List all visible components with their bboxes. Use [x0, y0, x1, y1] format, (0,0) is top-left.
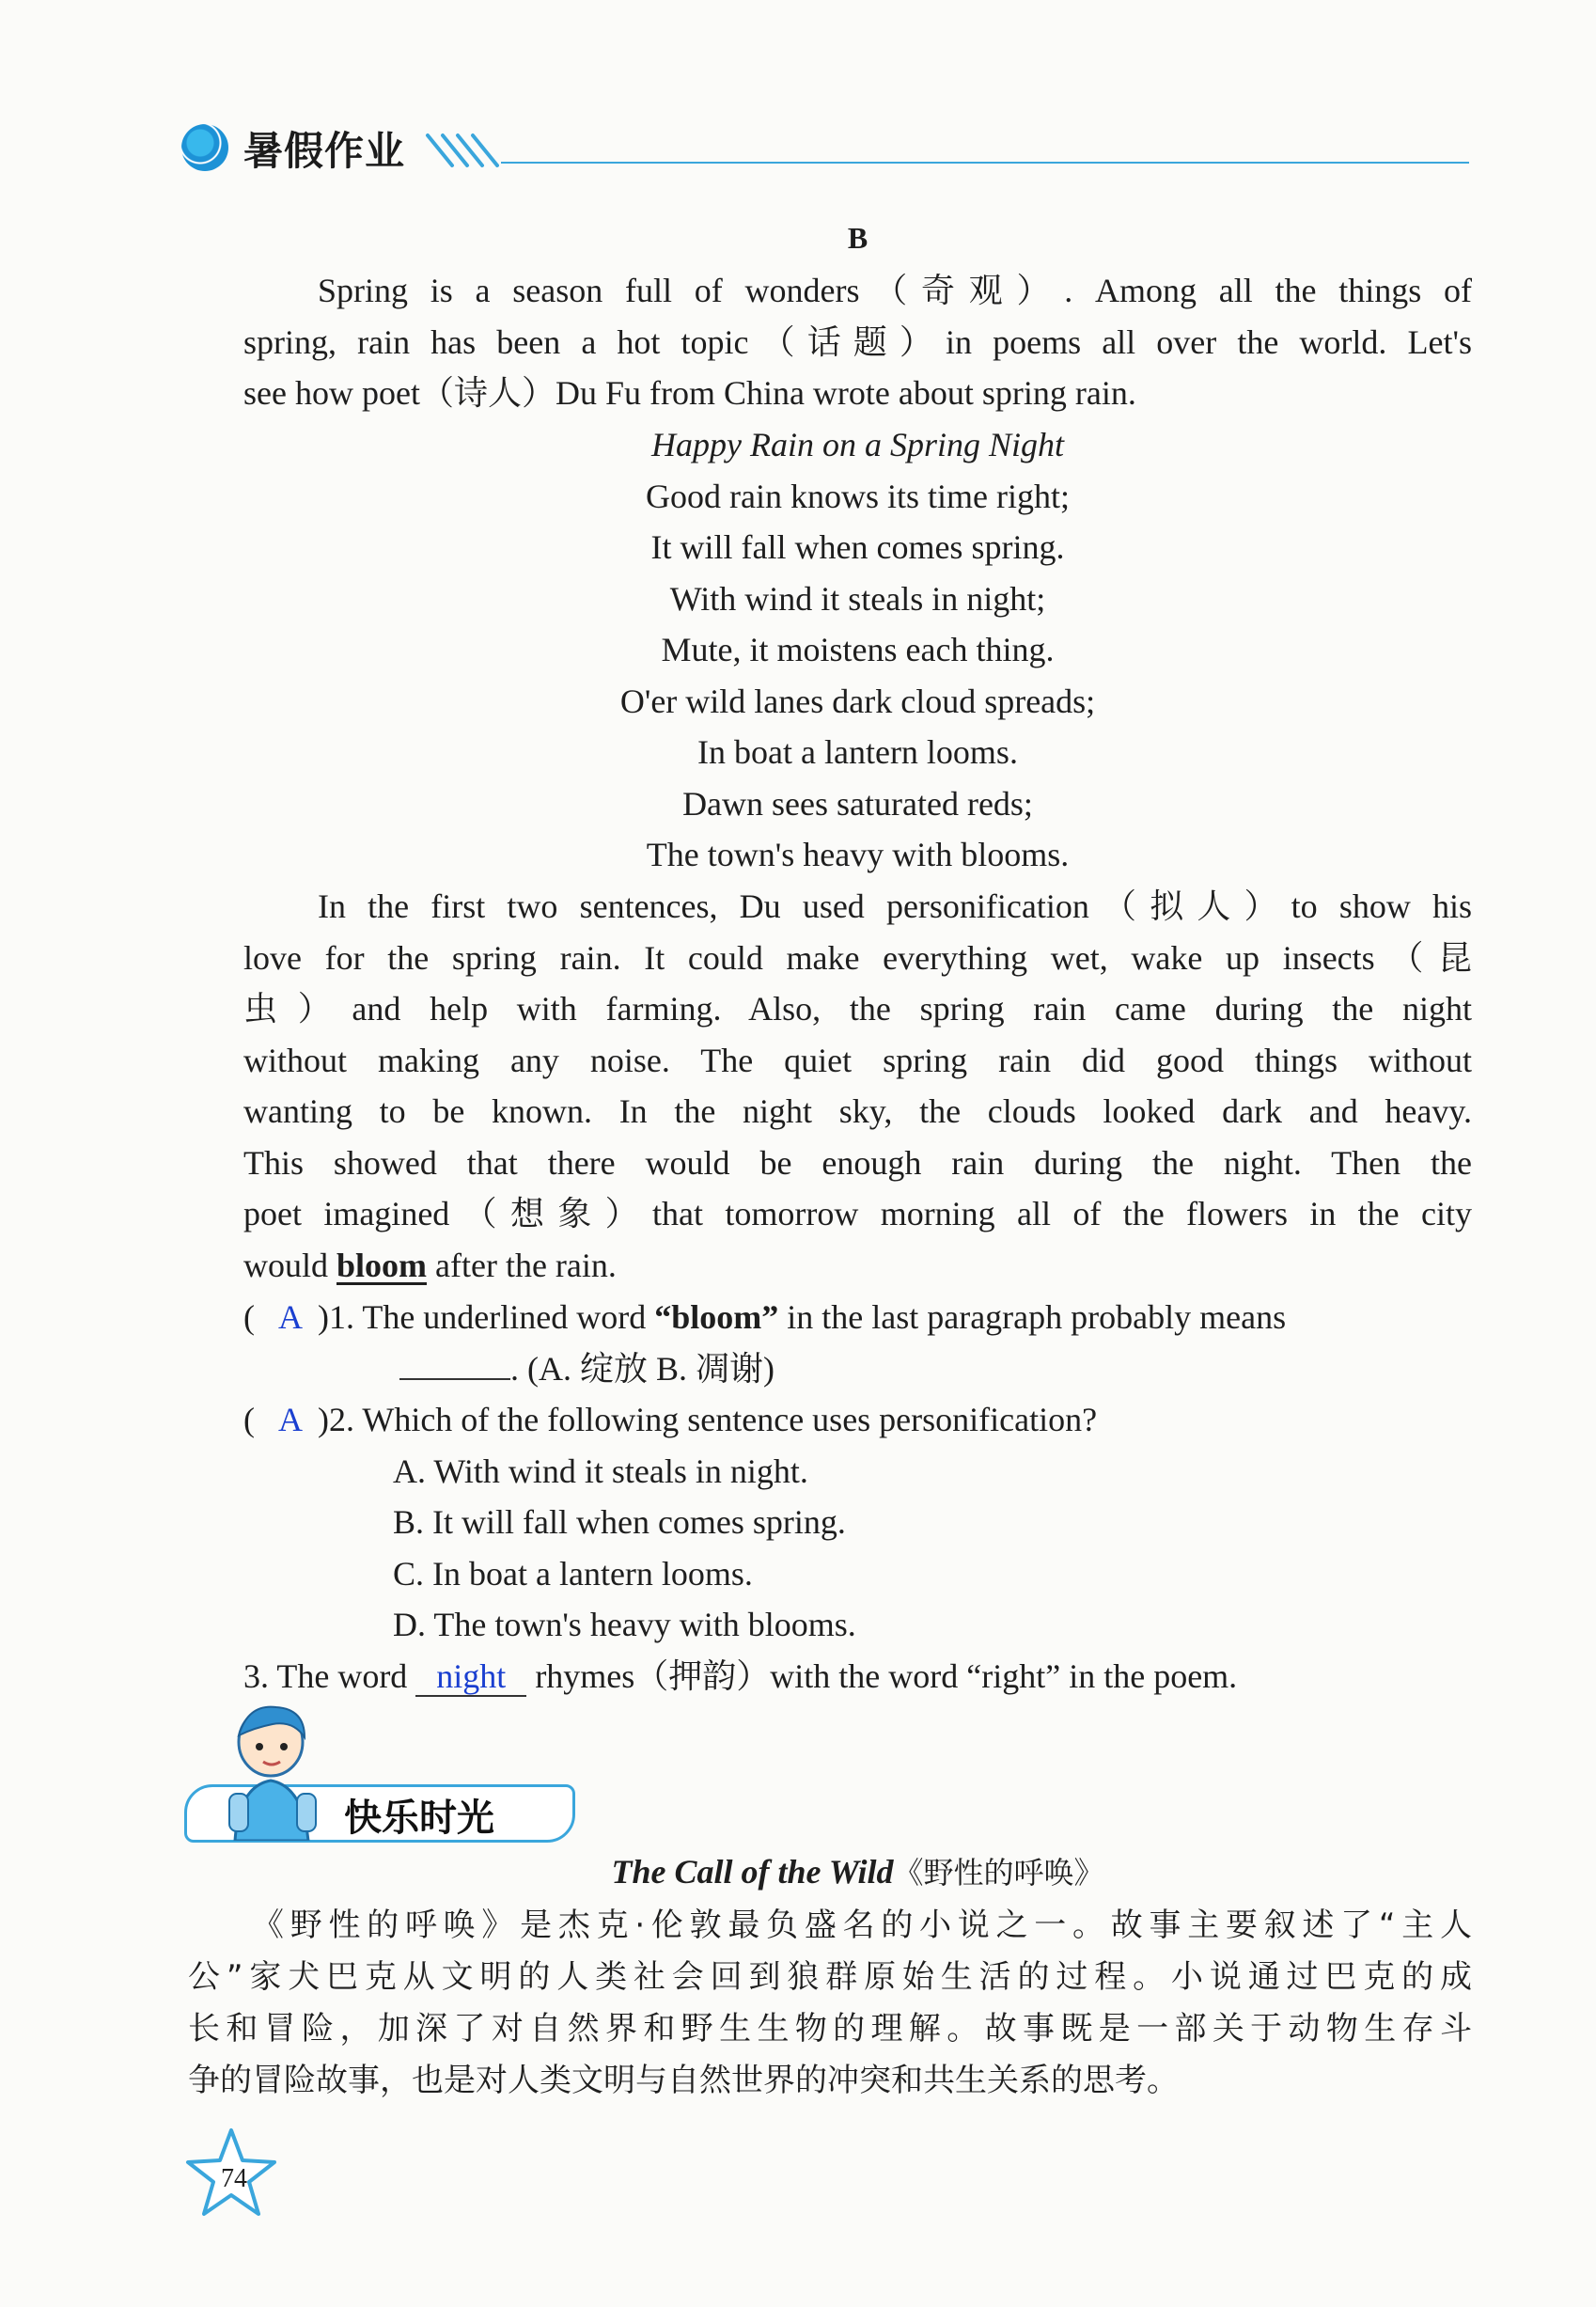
analysis-line: This showed that there would be enough rain during the night. Then the — [243, 1143, 1472, 1182]
poem-line: It will fall when comes spring. — [650, 528, 1065, 566]
book-title-cn: 《野性的呼唤》 — [893, 1855, 1104, 1891]
underlined-word: bloom — [336, 1246, 428, 1284]
section-heading: B — [847, 221, 868, 255]
poem-title: Happy Rain on a Spring Night — [651, 426, 1064, 463]
question-2 — [243, 1394, 1097, 1446]
q3-stem: rhymes（押韵）with the word “right” in the poem. — [526, 1657, 1238, 1695]
book-intro-line: 公”家犬巴克从文明的人类社会回到狼群原始生活的过程。小说通过巴克的成 — [188, 1958, 1472, 1996]
q1-options-line — [399, 1343, 775, 1395]
poem-line: The town's heavy with blooms. — [646, 836, 1070, 873]
book-intro-line: 长和冒险，加深了对自然界和野生生物的理解。故事既是一部关于动物生存斗 — [188, 2010, 1472, 2048]
header-dot-icon — [181, 124, 228, 171]
poem-line: Mute, it moistens each thing. — [661, 631, 1055, 668]
q2-option-b: B. It will fall when comes spring. — [393, 1503, 846, 1541]
poem-line: With wind it steals in night; — [669, 579, 1046, 618]
text-run: after the rain. — [427, 1246, 617, 1284]
intro-line: Spring is a season full of wonders（奇观）. Among all the things of — [318, 272, 1472, 309]
q2-answer[interactable]: A — [278, 1401, 303, 1438]
poem-line: In boat a lantern looms. — [697, 733, 1018, 771]
analysis-line: In the first two sentences, Du used personification（拟人）to show his — [318, 887, 1472, 925]
page-header — [181, 120, 1469, 177]
book-intro-line: 争的冒险故事，也是对人类文明与自然世界的冲突和共生关系的思考。 — [188, 2062, 1179, 2099]
q1-blank[interactable] — [399, 1346, 510, 1380]
book-title-en: The Call of the Wild — [611, 1853, 894, 1891]
boy-mascot-icon — [211, 1700, 333, 1841]
q1-answer[interactable]: A — [278, 1298, 303, 1336]
text-run: would — [243, 1246, 336, 1284]
analysis-paragraph — [243, 881, 1472, 1291]
q1-options: . (A. 绽放 B. 凋谢) — [510, 1350, 775, 1388]
analysis-line — [243, 1240, 1472, 1292]
analysis-line: without making any noise. The quiet spring rain did good things without — [243, 1041, 1472, 1079]
q1-stem: )1. The underlined word — [318, 1298, 655, 1336]
q2-option-a: A. With wind it steals in night. — [393, 1452, 808, 1490]
question-1 — [243, 1292, 1286, 1343]
book-intro — [188, 1900, 1472, 2107]
q3-answer[interactable]: night — [415, 1657, 526, 1697]
fun-section-header — [184, 1700, 579, 1841]
fun-label: 快乐时光 — [344, 1797, 494, 1840]
q2-option-c: C. In boat a lantern looms. — [393, 1555, 753, 1593]
intro-line: spring, rain has been a hot topic（话题）in poems all over the world. Let's — [243, 322, 1472, 361]
q1-keyword: “bloom” — [654, 1298, 779, 1336]
analysis-line: poet imagined（想象）that tomorrow morning all of the flowers in the city — [243, 1195, 1472, 1232]
analysis-line: love for the spring rain. It could make everything wet, wake up insects（昆 — [243, 938, 1472, 977]
header-title: 暑假作业 — [243, 128, 406, 174]
page-number: 74 — [221, 2164, 247, 2193]
q1-stem: in the last paragraph probably means — [778, 1298, 1287, 1336]
poem-line: Dawn sees saturated reds; — [682, 784, 1033, 823]
paren-open: ( — [243, 1401, 255, 1438]
poem — [243, 419, 1472, 881]
q2-option-d: D. The town's heavy with blooms. — [393, 1606, 856, 1643]
analysis-line: 虫）and help with farming. Also, the spring rain came during the night — [243, 990, 1472, 1028]
question-3 — [243, 1651, 1237, 1703]
poem-line: Good rain knows its time right; — [646, 477, 1070, 515]
intro-line: see how poet（诗人）Du Fu from China wrote about spring rain. — [243, 374, 1136, 412]
book-intro-line: 《野性的呼唤》是杰克·伦敦最负盛名的小说之一。故事主要叙述了“主人 — [252, 1907, 1472, 1944]
analysis-line: wanting to be known. In the night sky, the clouds looked dark and heavy. — [243, 1092, 1472, 1130]
header-slash-icon — [424, 130, 499, 171]
paren-open: ( — [243, 1298, 255, 1336]
poem-line: O'er wild lanes dark cloud spreads; — [619, 682, 1096, 720]
intro-paragraph — [243, 265, 1472, 419]
book-title — [243, 1846, 1472, 1899]
header-rule — [501, 162, 1469, 164]
q3-stem: 3. The word — [243, 1657, 416, 1695]
q2-stem: )2. Which of the following sentence uses personification? — [318, 1401, 1098, 1438]
